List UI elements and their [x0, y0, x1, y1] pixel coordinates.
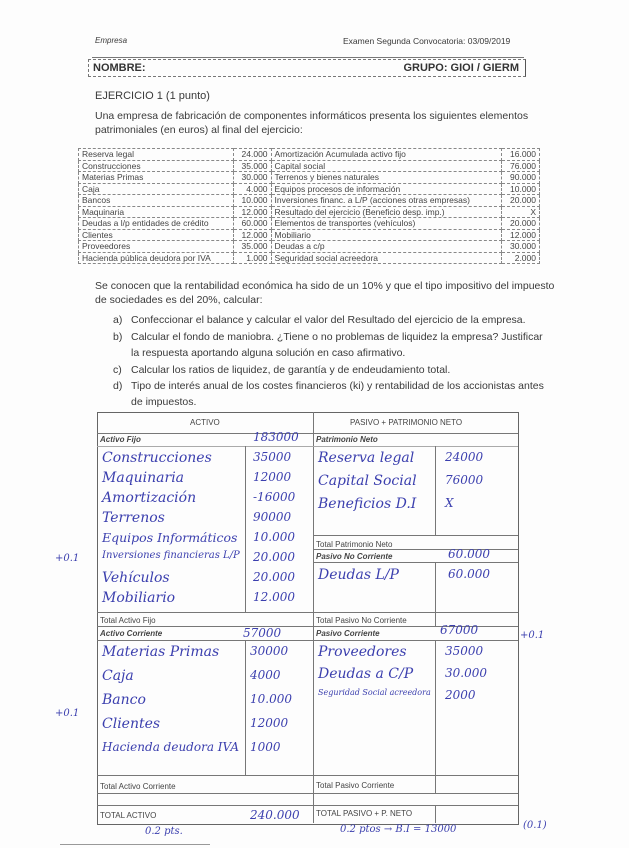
table-row [79, 160, 540, 172]
item-value: 76.000 [502, 160, 540, 172]
table-row [79, 183, 540, 195]
hw-mark: 0.2 ptos → B.I = 13000 [340, 824, 457, 835]
total-activo-label: TOTAL ACTIVO [100, 811, 157, 820]
statement-line: de sociedades es del 20%, calcular: [95, 294, 263, 306]
hw-entry-value: 90000 [253, 510, 292, 524]
hw-entry-value: -16000 [253, 490, 296, 504]
statement-line: Se conocen que la rentabilidad económica ha sido de un 10% y que el tipo impositivo del impuesto [95, 280, 555, 292]
item-label: Mobiliario [271, 229, 502, 241]
header-exam: Examen Segunda Convocatoria: 03/09/2019 [343, 36, 511, 46]
total-pn-label: Total Patrimonio Neto [316, 540, 393, 549]
pasivo-c-label: Pasivo Corriente [316, 629, 380, 638]
hw-entry-label: Hacienda deudora IVA [102, 740, 240, 754]
item-label: Elementos de transportes (vehículos) [271, 218, 502, 230]
item-value: 35.000 [233, 160, 271, 172]
hw-entry-value: 12000 [250, 716, 289, 730]
hw-entry-label: Amortización [102, 490, 197, 506]
hw-total-activo: 240.000 [250, 808, 300, 822]
item-value: 90.000 [502, 172, 540, 184]
item-value: 20.000 [502, 218, 540, 230]
item-value: 12.000 [233, 229, 271, 241]
item-value: 1.000 [233, 252, 271, 264]
table-row [79, 206, 540, 218]
item-value: 60.000 [233, 218, 271, 230]
hw-entry-label: Construcciones [102, 450, 212, 466]
item-value: 20.000 [502, 195, 540, 207]
hw-mark: (0.1) [523, 820, 547, 831]
question-key: d) [113, 380, 123, 392]
activo-fijo-label: Activo Fijo [100, 435, 141, 444]
hw-entry-value: X [445, 496, 454, 510]
hw-entry-value: 12.000 [253, 590, 295, 604]
item-label: Inversiones financ. a L/P (acciones otras empresas) [271, 195, 502, 207]
intro-line: Una empresa de fabricación de componentes informáticos presenta los siguientes elementos [95, 110, 529, 122]
hw-entry-label: Inversiones financieras L/P [102, 550, 240, 561]
hw-entry-value: 10.000 [253, 530, 295, 544]
item-value: 16.000 [502, 149, 540, 161]
hw-ac-total: 57000 [243, 626, 282, 640]
hw-entry-value: 76000 [445, 473, 484, 487]
total-af-label: Total Activo Fijo [100, 616, 156, 625]
question-text: Calcular el fondo de maniobra. ¿Tiene o no problemas de liquidez la empresa? Justificar [131, 331, 543, 343]
item-label: Materias Primas [79, 172, 234, 184]
hw-entry-value: 4000 [250, 668, 281, 682]
hw-entry-label: Mobiliario [102, 590, 176, 606]
hw-pc-total: 67000 [440, 623, 479, 637]
hw-entry-label: Terrenos [102, 510, 165, 526]
total-pc-label: Total Pasivo Corriente [316, 781, 395, 790]
hw-entry-value: 35000 [253, 450, 292, 464]
group-label: GRUPO: GIOI / GIERM [403, 62, 519, 74]
hw-entry-value: 30000 [250, 644, 289, 658]
item-label: Deudas a c/p [271, 241, 502, 253]
question-text: Calcular los ratios de liquidez, de garantía y de endeudamiento total. [131, 364, 451, 376]
item-label: Proveedores [79, 241, 234, 253]
question-text: Confeccionar el balance y calcular el valor del Resultado del ejercicio de la empresa. [131, 314, 526, 326]
hw-entry-label: Reserva legal [318, 450, 415, 466]
question-text: de impuestos. [131, 396, 197, 408]
hw-entry-label: Beneficios D.I [318, 496, 417, 512]
total-pnc-label: Total Pasivo No Corriente [316, 616, 407, 625]
exercise-points: (1 punto) [165, 90, 210, 102]
name-label: NOMBRE: [93, 62, 146, 74]
pasivo-nc-label: Pasivo No Corriente [316, 552, 393, 561]
item-label: Clientes [79, 229, 234, 241]
item-label: Equipos procesos de información [271, 183, 502, 195]
item-value: 35.000 [233, 241, 271, 253]
table-row [79, 229, 540, 241]
hw-entry-label: Deudas a C/P [318, 666, 414, 682]
item-label: Terrenos y bienes naturales [271, 172, 502, 184]
item-label: Resultado del ejercicio (Beneficio desp. imp.) [271, 206, 502, 218]
question-text: la respuesta aportando alguna solución en caso afirmativo. [131, 347, 406, 359]
header-subject: Empresa [95, 36, 128, 45]
hw-mark: +0.1 [55, 708, 80, 719]
hw-entry-value: 2000 [445, 688, 476, 702]
item-value: 12.000 [502, 229, 540, 241]
hw-entry-value: 20.000 [253, 550, 295, 564]
item-value: X [502, 206, 540, 218]
hw-af-total: 183000 [253, 430, 299, 444]
hw-mark: 0.2 pts. [145, 826, 183, 837]
hw-entry-label: Materias Primas [102, 644, 220, 660]
hw-entry-label: Capital Social [318, 473, 417, 489]
patrimonio-neto-label: Patrimonio Neto [316, 435, 378, 444]
question-key: c) [113, 364, 122, 376]
intro-line: patrimoniales (en euros) al final del ejercicio: [95, 124, 303, 136]
item-label: Amortización Acumulada activo fijo [271, 149, 502, 161]
hw-entry-label: Banco [102, 692, 146, 708]
table-row [79, 218, 540, 230]
question-text: Tipo de interés anual de los costes financieros (ki) y rentabilidad de los accionistas antes [131, 380, 544, 392]
item-label: Seguridad social acreedora [271, 252, 502, 264]
hw-entry-value: 30.000 [445, 666, 487, 680]
item-label: Construcciones [79, 160, 234, 172]
name-bar [88, 59, 526, 77]
hw-entry-label: Clientes [102, 716, 161, 732]
items-table [78, 148, 540, 264]
hw-entry-label: Equipos Informáticos [102, 530, 238, 545]
item-label: Hacienda pública deudora por IVA [79, 252, 234, 264]
item-value: 12.000 [233, 206, 271, 218]
hw-entry-value: 35000 [445, 644, 484, 658]
exercise-title [95, 90, 210, 102]
table-row [79, 195, 540, 207]
item-label: Caja [79, 183, 234, 195]
question-key: b) [113, 331, 123, 343]
table-row [79, 149, 540, 161]
activo-corriente-label: Activo Corriente [100, 629, 163, 638]
item-value: 4.000 [233, 183, 271, 195]
hw-entry-value: 10.000 [250, 692, 292, 706]
exercise-title-text: EJERCICIO 1 [95, 90, 163, 102]
total-pasivo-label: TOTAL PASIVO + P. NETO [316, 809, 413, 818]
total-ac-label: Total Activo Corriente [100, 782, 176, 791]
hw-entry-value: 20.000 [253, 570, 295, 584]
pasivo-header: PASIVO + PATRIMONIO NETO [350, 418, 463, 427]
hw-pnc-total: 60.000 [448, 547, 490, 561]
item-label: Bancos [79, 195, 234, 207]
hw-entry-value: 12000 [253, 470, 292, 484]
hw-entry-value: 60.000 [448, 567, 490, 581]
item-value: 10.000 [502, 183, 540, 195]
hw-entry-label: Deudas L/P [318, 567, 399, 583]
table-row [79, 252, 540, 264]
hw-entry-label: Maquinaria [102, 470, 185, 486]
item-label: Reserva legal [79, 149, 234, 161]
hw-entry-label: Caja [102, 668, 134, 684]
activo-header: ACTIVO [190, 418, 220, 427]
divider [92, 57, 524, 58]
item-value: 30.000 [502, 241, 540, 253]
item-value: 24.000 [233, 149, 271, 161]
hw-entry-label: Seguridad Social acreedora [318, 688, 431, 697]
table-row [79, 241, 540, 253]
item-label: Deudas a l/p entidades de crédito [79, 218, 234, 230]
item-value: 2.000 [502, 252, 540, 264]
hw-mark: +0.1 [520, 630, 545, 641]
hw-entry-value: 1000 [250, 740, 281, 754]
item-label: Capital social [271, 160, 502, 172]
question-key: a) [113, 314, 123, 326]
item-value: 30.000 [233, 172, 271, 184]
table-row [79, 172, 540, 184]
hw-entry-label: Proveedores [318, 644, 407, 660]
hw-entry-label: Vehículos [102, 570, 170, 586]
item-label: Maquinaria [79, 206, 234, 218]
item-value: 10.000 [233, 195, 271, 207]
hw-mark: +0.1 [55, 553, 80, 564]
hw-entry-value: 24000 [445, 450, 484, 464]
